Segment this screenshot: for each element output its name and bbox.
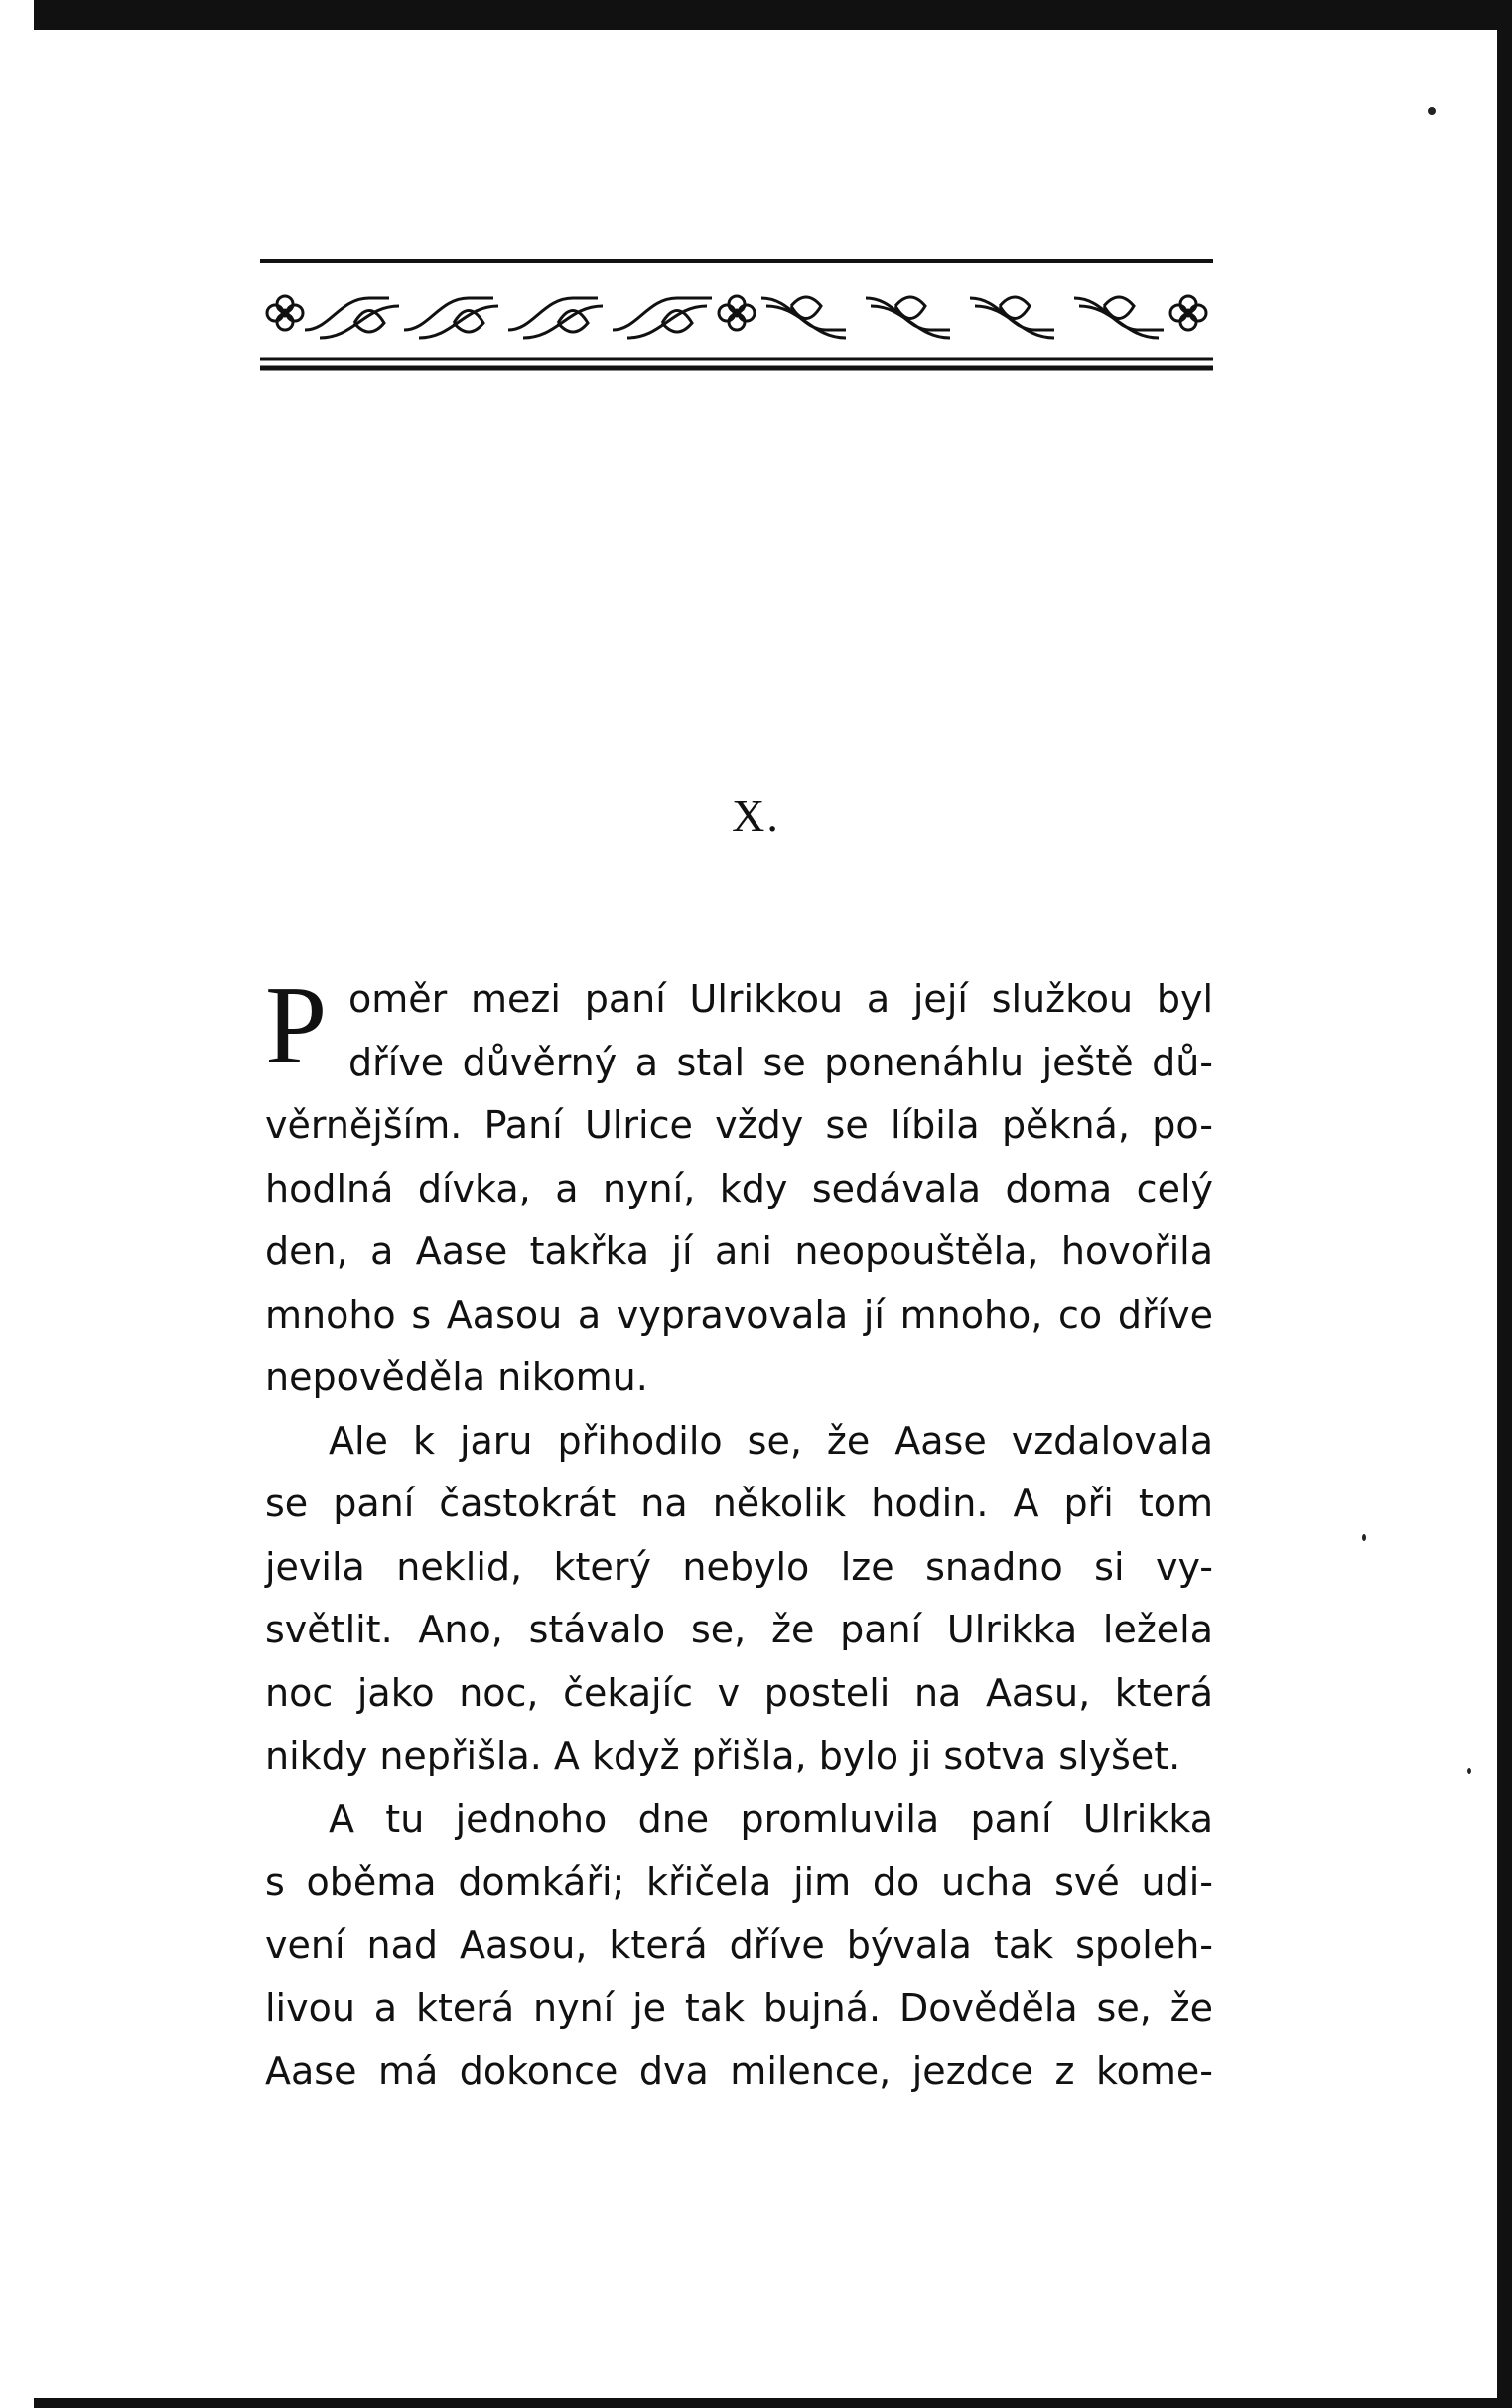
chapter-heading: X. [732,790,780,841]
text-line: livou a která nyní je tak bujná. Dověděla se, že [265,1986,1213,2030]
text-line: nepověděla nikomu. [265,1355,648,1399]
text-line: jevila neklid, který nebylo lze snadno si vy- [265,1544,1213,1589]
text-line: Ale k jaru přihodilo se, že Aase vzdalovala [329,1418,1213,1463]
text-line: Aase má dokonce dva milence, jezdce z kome- [265,2049,1213,2093]
scan-speck [1467,1768,1471,1774]
text-line: se paní častokrát na několik hodin. A při tom [265,1482,1213,1525]
text-line: hodlná dívka, a nyní, kdy sedávala doma celý [265,1166,1213,1210]
header-ornament [260,258,1213,372]
text-line: světlit. Ano, stávalo se, že paní Ulrikka ležela [265,1608,1213,1651]
text-line: noc jako noc, čekajíc v posteli na Aasu, která [265,1670,1213,1715]
text-line: věrnějším. Paní Ulrice vždy se líbila pěkná, po- [265,1103,1213,1147]
body-text [265,964,1213,2103]
scan-speck [1428,107,1436,115]
text-line: vení nad Aasou, která dříve bývala tak spoleh- [265,1922,1213,1967]
scan-speck [1362,1534,1366,1541]
text-line: A tu jednoho dne promluvila paní Ulrikka [329,1796,1213,1841]
text-line: den, a Aase takřka jí ani neopouštěla, hovořila [265,1229,1213,1273]
drop-cap: P [265,964,328,1087]
text-line: oměr mezi paní Ulrikkou a její služkou byl [348,977,1213,1021]
text-line: mnoho s Aasou a vypravovala jí mnoho, co dříve [265,1292,1213,1337]
text-line: nikdy nepřišla. A když přišla, bylo ji sotva slyšet. [265,1734,1181,1777]
text-line: s oběma domkáři; křičela jim do ucha své udi- [265,1860,1213,1904]
text-line: dříve důvěrný a stal se ponenáhlu ještě dů- [348,1040,1213,1084]
